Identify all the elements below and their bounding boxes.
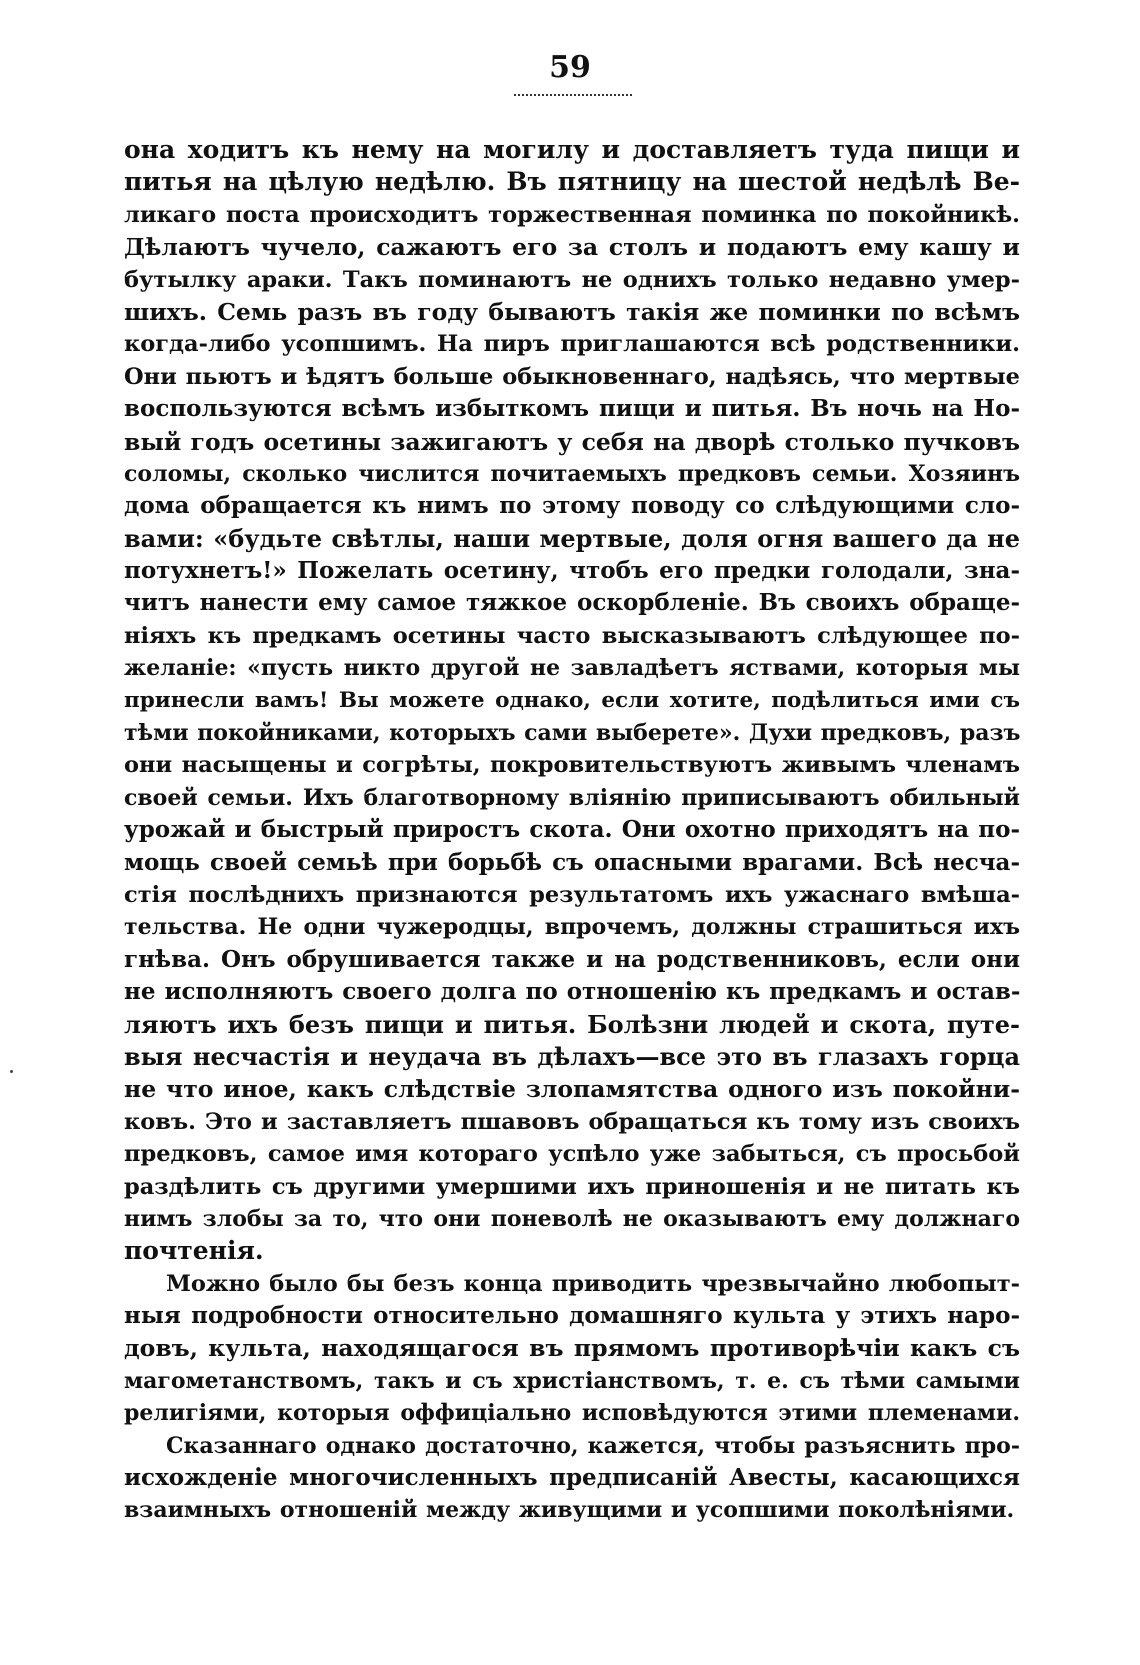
text-line: желаніе: «пусть никто другой не завладѣетъ яствами, которыя мы <box>124 655 1020 682</box>
text-line: нимъ злобы за то, что они поневолѣ не оказываютъ ему должнаго <box>124 1205 1020 1232</box>
paragraph-first-line: Сказаннаго однако достаточно, кажется, чтобы разъяснить про- <box>166 1432 1020 1459</box>
text-line: вами: «будьте свѣтлы, наши мертвые, доля огня вашего да не <box>124 523 1020 553</box>
text-line: раздѣлить съ другими умершими ихъ приношенія и не питать къ <box>124 1173 1020 1200</box>
text-line: предковъ, самое имя котораго успѣло уже забыться, съ просьбой <box>124 1141 1020 1168</box>
text-line: вый годъ осетины зажигаютъ у себя на дворѣ столько пучковъ <box>124 427 1020 456</box>
text-line: ныя подробности относительно домашняго культа у этихъ наро- <box>124 1302 1020 1330</box>
text-line: читъ нанести ему самое тяжкое оскорбленіе. Въ своихъ обраще- <box>124 589 1020 617</box>
text-line: урожай и быстрый приростъ скота. Они охотно приходятъ на по- <box>124 816 1020 844</box>
text-line: Они пьютъ и ѣдятъ больше обыкновеннаго, надѣясь, что мертвые <box>124 363 1020 390</box>
text-line: мощь своей семьѣ при борьбѣ съ опасными врагами. Всѣ несча- <box>124 848 1020 876</box>
text-line: довъ, культа, находящагося въ прямомъ противорѣчіи какъ съ <box>124 1334 1020 1363</box>
text-line: исхожденіе многочисленныхъ предписаній Авесты, касающихся <box>124 1464 1020 1492</box>
text-line: потухнетъ!» Пожелать осетину, чтобъ его предки голодали, зна- <box>124 557 1020 585</box>
text-line: воспользуются всѣмъ избыткомъ пищи и питья. Въ ночь на Но- <box>124 395 1020 423</box>
text-line: ковъ. Это и заставляетъ пшавовъ обращаться къ тому изъ своихъ <box>124 1108 1020 1135</box>
paragraph-end-line: взаимныхъ отношеній между живущими и усопшими поколѣніями. <box>124 1497 1015 1524</box>
body-text <box>124 134 1020 1527</box>
page-number-underline <box>514 94 632 96</box>
text-line: бутылку араки. Такъ поминаютъ не однихъ только недавно умер- <box>124 266 1020 293</box>
text-line: гнѣва. Онъ обрушивается также и на родственниковъ, если они <box>124 945 1020 973</box>
scan-speck <box>10 1070 13 1073</box>
text-line: ніяхъ къ предкамъ осетины часто высказываютъ слѣдующее по- <box>124 622 1020 649</box>
text-line: они насыщены и согрѣты, покровительствуютъ живымъ членамъ <box>124 752 1020 779</box>
text-line: не исполняютъ своего долга по отношенію къ предкамъ и остав- <box>124 978 1021 1006</box>
page-number: 59 <box>549 50 591 85</box>
text-line: ликаго поста происходитъ торжественная поминка по покойникѣ. <box>124 201 1020 228</box>
text-line: религіями, которыя оффиціально исповѣдуются этими племенами. <box>124 1400 1020 1427</box>
text-line: магометанствомъ, такъ и съ христіанствомъ, т. е. съ тѣми самыми <box>124 1367 1020 1394</box>
text-line: ляютъ ихъ безъ пищи и питья. Болѣзни людей и скота, путе- <box>124 1009 1020 1039</box>
text-line: когда-либо усопшимъ. На пиръ приглашаются всѣ родственники. <box>124 331 1020 358</box>
paragraph-end-line: почтенія. <box>124 1236 264 1266</box>
text-line: Дѣлаютъ чучело, сажаютъ его за столъ и подаютъ ему кашу и <box>124 233 1020 262</box>
text-line: своей семьи. Ихъ благотворному вліянію приписываютъ обильный <box>124 784 1020 811</box>
text-line: выя несчастія и неудача въ дѣлахъ—все это въ глазахъ горца <box>124 1041 1020 1071</box>
paragraph-first-line: Можно было бы безъ конца приводить чрезвычайно любопыт- <box>166 1270 1020 1297</box>
text-line: она ходитъ къ нему на могилу и доставляетъ туда пищи и <box>124 135 1020 164</box>
text-line: не что иное, какъ слѣдствіе злопамятства одного изъ покойни- <box>124 1075 1020 1104</box>
text-line: соломы, сколько числится почитаемыхъ предковъ семьи. Хозяинъ <box>124 460 1020 487</box>
text-line: питья на цѣлую недѣлю. Въ пятницу на шестой недѣлѣ Ве- <box>124 167 1020 197</box>
text-line: принесли вамъ! Вы можете однако, если хотите, подѣлиться ими съ <box>124 687 1020 713</box>
text-line: стія послѣднихъ признаются результатомъ ихъ ужаснаго вмѣша- <box>124 881 1020 908</box>
text-line: тельства. Не одни чужеродцы, впрочемъ, должны страшиться ихъ <box>124 914 1020 941</box>
text-line: дома обращается къ нимъ по этому поводу со слѣдующими сло- <box>124 492 1020 520</box>
text-line: тѣми покойниками, которыхъ сами выберете». Духи предковъ, разъ <box>124 720 1021 747</box>
text-line: шихъ. Семь разъ въ году бываютъ такія же поминки по всѣмъ <box>124 297 1020 326</box>
